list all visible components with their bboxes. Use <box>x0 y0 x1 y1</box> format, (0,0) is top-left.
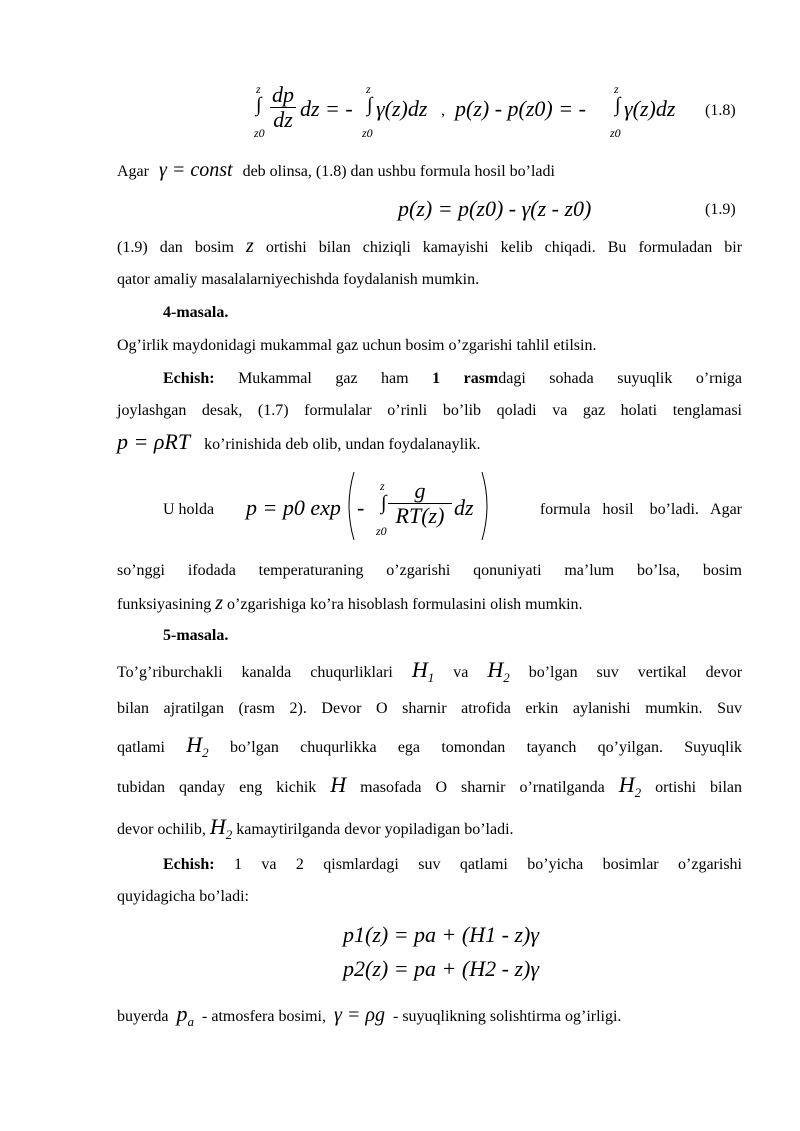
text-agar: Agar <box>117 163 149 180</box>
text-span: funksiyasining <box>117 596 212 613</box>
var-H2: $H_2$ <box>186 732 209 760</box>
equation-1-9: p(z) = p(z0) - γ(z - z0) <box>398 196 592 221</box>
var-z: z <box>215 592 224 614</box>
var-H: H <box>330 772 347 797</box>
paragraph-line <box>117 593 742 615</box>
var-pa: $p_a$ <box>176 1001 195 1029</box>
integral-lower-limit: z0 <box>254 126 265 140</box>
fraction-numerator: g <box>414 478 426 503</box>
integral-lower-limit: z0 <box>610 126 621 140</box>
paragraph-line <box>117 814 742 842</box>
eq18-part3: p(z) - p(z0) = - <box>455 96 586 121</box>
text-span: Mukammal gaz ham <box>238 370 409 387</box>
eq-exp-minus: - <box>357 495 365 520</box>
paragraph-line: joylashgan desak, (1.7) formulalar o’rinli bo’lib qoladi va gaz holati tenglamasi <box>117 402 742 419</box>
var-z: z <box>246 235 254 257</box>
text-span: qatlami <box>117 739 165 756</box>
equation-number: (1.9) <box>705 201 736 218</box>
task-4-title: 4-masala. <box>163 304 229 321</box>
integral-sign: ∫ <box>381 492 387 514</box>
equation-number: (1.8) <box>705 102 736 119</box>
text-span: buyerda <box>117 1008 169 1025</box>
fraction-dp-dz <box>270 84 296 131</box>
formula-gamma-rho-g: γ = ρg <box>334 1004 385 1026</box>
paragraph-line <box>117 657 743 685</box>
paragraph-line: so’nggi ifodada temperaturaning o’zgarishi qonuniyati ma’lum bo’lsa, bosim <box>117 562 742 579</box>
var-H2: $H_2$ <box>618 772 642 800</box>
text-span: bo’lgan chuqurlikka ega tomondan tayanch qo’yilgan. Suyuqlik <box>229 739 743 756</box>
text-span: kamaytirilganda devor yopiladigan bo’ladi. <box>236 821 514 838</box>
text-span: ortishi bilan chiziqli kamayishi kelib chiqadi. Bu formuladan bir <box>265 239 743 256</box>
task-5-title: 5-masala. <box>163 627 229 644</box>
integral-upper-limit: z <box>380 479 385 493</box>
var-H2: $H_2$ <box>209 814 233 842</box>
text-span: ko’rinishida deb olib, undan foydalanaylik. <box>204 436 481 453</box>
text-span: o’zgarishiga ko’ra hisoblash formulasini olish mumkin. <box>227 596 583 613</box>
paragraph-line <box>117 236 742 258</box>
equation-p2: p2(z) = pa + (H2 - z)γ <box>343 956 540 981</box>
text-span: To’g’riburchakli kanalda chuqurliklari <box>117 664 393 681</box>
fraction-numerator: dp <box>272 82 294 107</box>
formula-gamma-const: γ = const <box>158 159 233 181</box>
fraction-g-rt <box>388 480 452 527</box>
paragraph-line <box>117 1001 742 1029</box>
integral-upper-limit: z <box>614 82 619 96</box>
solution-5-line <box>163 855 742 875</box>
integral-lower-limit: z0 <box>376 524 387 538</box>
paragraph-line: quyidagicha bo’ladi: <box>117 888 249 905</box>
formula-p-rho-rt: p = ρRT <box>117 429 191 454</box>
agar-line <box>117 160 742 182</box>
paragraph-line: qator amaliy masalalarniyechishda foydalanish mumkin. <box>117 271 480 288</box>
text-span: devor ochilib, <box>117 821 206 838</box>
var-H2: $H_2$ <box>487 657 510 685</box>
text-span: ortishi bilan <box>655 779 743 796</box>
eq18-part4: γ(z)dz <box>624 96 676 121</box>
text-agar-rest: deb olinsa, (1.8) dan ushbu formula hosil bo’ladi <box>242 163 555 180</box>
eq18-part1: dz = - <box>300 96 353 121</box>
fraction-denominator: dz <box>273 107 293 132</box>
eq18-part2: γ(z)dz <box>376 96 428 121</box>
right-paren <box>480 470 494 542</box>
text-span: masofada O sharnir o’rnatilganda <box>360 779 605 796</box>
var-H1: $H_1$ <box>411 657 435 685</box>
eq-exp-dz: dz <box>454 495 474 520</box>
text-span: bo’lgan suv vertikal devor <box>528 664 743 681</box>
equation-p1: p1(z) = pa + (H1 - z)γ <box>343 922 540 947</box>
fraction-denominator: RT(z) <box>395 503 445 528</box>
integral-upper-limit: z <box>256 82 261 96</box>
text-span: - atmosfera bosimi, <box>202 1008 326 1025</box>
solution-4-line <box>163 369 742 389</box>
integral-sign: ∫ <box>615 94 621 116</box>
integral-sign: ∫ <box>256 94 262 116</box>
eq-exp-lhs: p = p0 exp <box>246 495 341 520</box>
bold-ref: 1 rasm <box>432 370 499 387</box>
solution-label: Echish: <box>163 856 215 873</box>
text-formula-hosil: formula hosil bo’ladi. Agar <box>539 501 742 518</box>
task-4-text: Og’irlik maydonidagi mukammal gaz uchun bosim o’zgarishi tahlil etilsin. <box>117 337 597 354</box>
text-span: - suyuqlikning solishtirma og’irligi. <box>392 1008 622 1025</box>
paragraph-line <box>117 732 743 760</box>
text-span: va <box>453 664 469 681</box>
text-span: dagi sohada suyuqlik o’rniga <box>498 370 743 387</box>
solution-label: Echish: <box>163 370 215 387</box>
paragraph-line <box>117 429 742 455</box>
integral-sign: ∫ <box>367 94 373 116</box>
paragraph-line <box>117 772 743 800</box>
eq18-comma: , <box>441 102 445 119</box>
text-span: (1.9) dan bosim <box>117 239 234 256</box>
integral-upper-limit: z <box>366 82 371 96</box>
text-span: 1 va 2 qismlardagi suv qatlami bo’yicha bosimlar o’zgarishi <box>233 856 743 873</box>
text-u-holda: U holda <box>163 501 215 518</box>
paragraph-line: bilan ajratilgan (rasm 2). Devor O sharnir atrofida erkin aylanishi mumkin. Suv <box>117 700 742 717</box>
left-paren <box>342 470 356 542</box>
integral-lower-limit: z0 <box>362 126 373 140</box>
text-span: tubidan qanday eng kichik <box>117 779 317 796</box>
